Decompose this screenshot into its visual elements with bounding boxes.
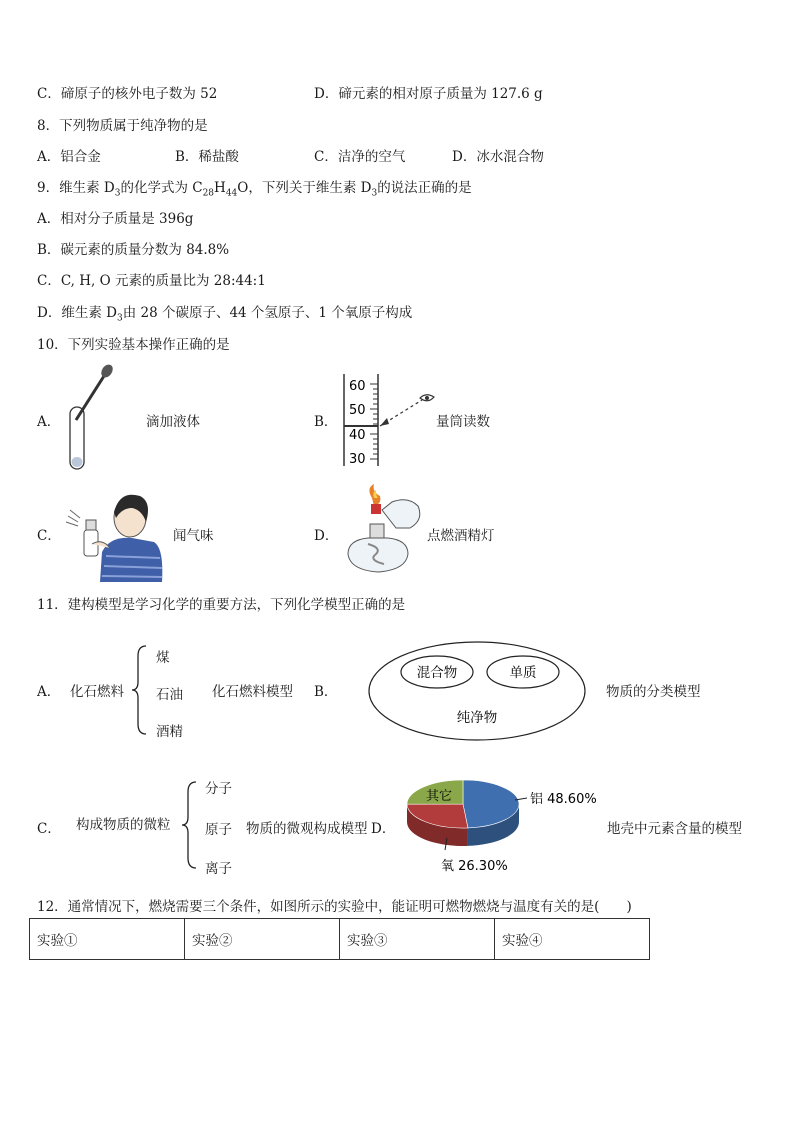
q10-d-letter: D． [314, 528, 339, 544]
q10-stem: 10．下列实验基本操作正确的是 [37, 337, 230, 353]
b-outer-pure: 纯净物 [456, 710, 498, 726]
b-inner-element: 单质 [509, 665, 537, 681]
q10-b-letter: B． [314, 414, 338, 430]
dropper-testtube-illustration [62, 362, 122, 474]
q11-a-item-coal: 煤 [156, 650, 170, 666]
q8-stem: 8．下列物质属于纯净物的是 [37, 118, 208, 134]
q7-option-d: D．碲元素的相对原子质量为 127.6 g [314, 86, 543, 102]
q8-option-b: B．稀盐酸 [175, 149, 239, 165]
q11-d-label: 地壳中元素含量的模型 [607, 821, 742, 837]
q10-c-label: 闻气味 [173, 528, 214, 544]
q10-d-label: 点燃酒精灯 [427, 528, 495, 544]
table-cell-exp4: 实验④ [495, 919, 650, 960]
q7-option-c: C．碲原子的核外电子数为 52 [37, 86, 218, 102]
q11-a-item-alcohol: 酒精 [156, 724, 183, 740]
q11-a-brace [132, 644, 150, 736]
table-cell-exp2: 实验② [185, 919, 340, 960]
classification-model-diagram [367, 640, 587, 742]
tick-40: 40 [349, 428, 366, 443]
pie-label-other: 其它 [425, 789, 453, 804]
q11-c-item-atom: 原子 [205, 822, 232, 838]
q8-option-c: C．洁净的空气 [314, 149, 406, 165]
alcohol-lamp-illustration [338, 484, 426, 578]
q11-c-item-molecule: 分子 [205, 781, 232, 797]
q11-c-brace [182, 780, 200, 870]
table-row [30, 919, 650, 960]
q11-d-letter: D． [371, 821, 396, 837]
experiment-table [29, 918, 650, 960]
q11-a-item-oil: 石油 [156, 687, 183, 703]
q9-stem: 9．维生素 $D_3$的化学式为 $C_{28}H_{44}O$，下列关于维生素 $D_3$的说法正确的是 [37, 180, 472, 199]
graduated-cylinder-illustration [338, 372, 440, 468]
q10-a-letter: A． [37, 414, 61, 430]
q8-option-a: A．铝合金 [37, 149, 101, 165]
q10-a-label: 滴加液体 [146, 414, 200, 430]
q11-stem: 11．建构模型是学习化学的重要方法，下列化学模型正确的是 [37, 597, 406, 613]
q12-stem: 12．通常情况下，燃烧需要三个条件，如图所示的实验中，能证明可燃物燃烧与温度有关的是( ) [37, 899, 632, 915]
tick-50: 50 [349, 403, 366, 418]
pie-label-al: 铝 48.60% [530, 792, 597, 807]
smelling-gas-illustration [62, 482, 164, 582]
q8-option-d: D．冰水混合物 [452, 149, 544, 165]
crust-element-pie-chart [395, 770, 625, 878]
b-inner-mixture: 混合物 [416, 665, 458, 681]
q11-c-letter: C． [37, 821, 61, 837]
q10-b-label: 量筒读数 [436, 414, 490, 430]
q9-option-d: D．维生素 $D_3$由 28 个碳原子、44 个氢原子、1 个氧原子构成 [37, 305, 413, 324]
table-cell-exp1: 实验① [30, 919, 185, 960]
q10-c-letter: C． [37, 528, 61, 544]
q11-a-root: 化石燃料 [70, 684, 124, 700]
q9-option-a: A．相对分子质量是 396g [37, 211, 194, 227]
tick-30: 30 [349, 452, 366, 467]
tick-60: 60 [349, 379, 366, 394]
pie-label-o: 氧 26.30% [441, 859, 508, 874]
q11-b-label: 物质的分类模型 [606, 684, 701, 700]
q11-a-letter: A． [37, 684, 61, 700]
q11-c-label: 物质的微观构成模型 [246, 821, 368, 837]
pie-slices [407, 780, 519, 828]
q11-b-letter: B． [314, 684, 338, 700]
q11-c-item-ion: 离子 [205, 861, 232, 877]
q9-option-c: C．C, H, O 元素的质量比为 28:44:1 [37, 273, 266, 289]
q11-a-label: 化石燃料模型 [212, 684, 293, 700]
q11-c-root: 构成物质的微粒 [76, 817, 171, 833]
table-cell-exp3: 实验③ [340, 919, 495, 960]
q9-option-b: B．碳元素的质量分数为 84.8% [37, 242, 230, 258]
